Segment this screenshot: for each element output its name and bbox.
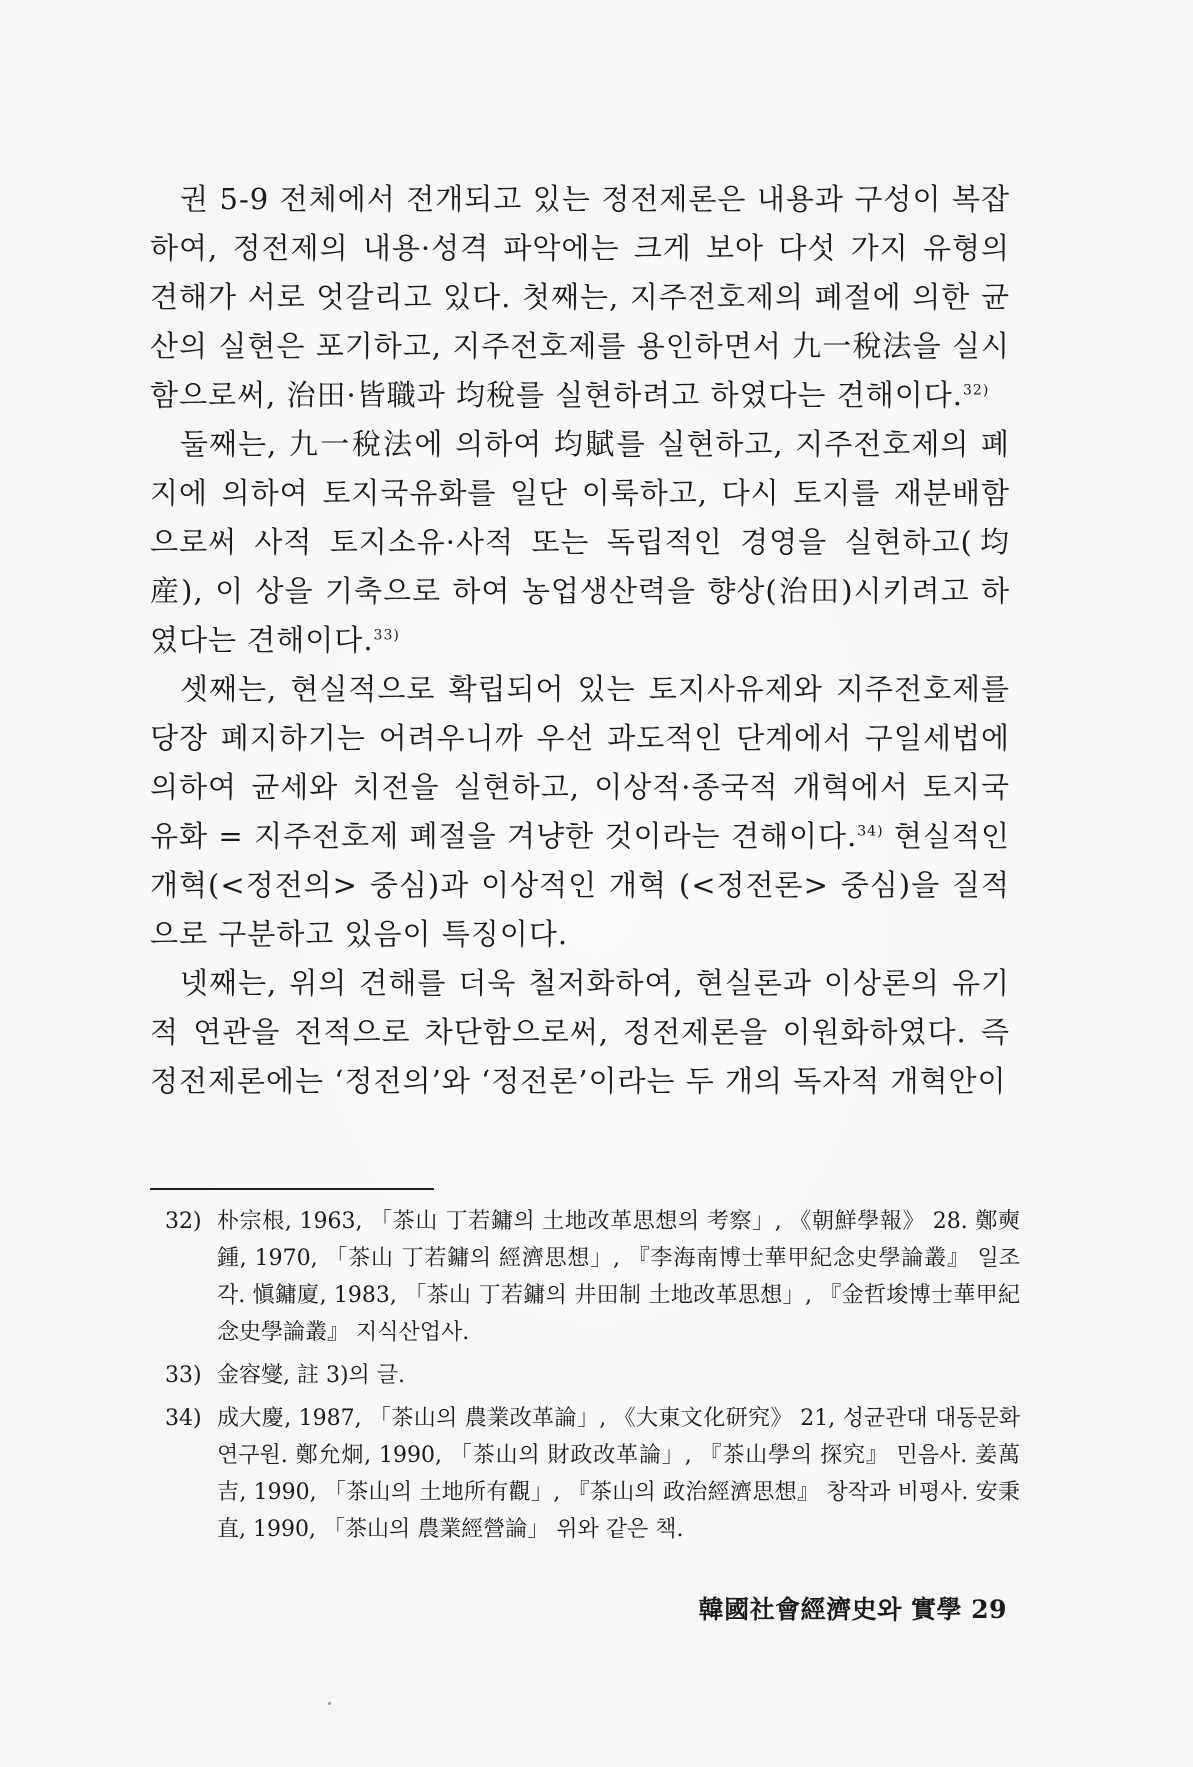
footnote-text: 朴宗根, 1963, 「茶山 丁若鏞의 土地改革思想의 考察」, 《朝鮮學報》 28. 鄭奭鍾, 1970, 「茶山 丁若鏞의 經濟思想」, 『李海南博士華甲紀念史學論叢』 일조각. 愼鏞廈, 1983, 「茶山 丁若鏞의 井田制 土地改革思想」, 『金哲埈博士華甲紀念史學論叢』 지식산업사. <box>217 1209 1020 1345</box>
paragraph-3 <box>150 665 1010 959</box>
footnotes <box>165 1203 1020 1554</box>
paragraph-text: 넷째는, 위의 견해를 더욱 철저화하여, 현실론과 이상론의 유기적 연관을 전적으로 차단함으로써, 정전제론을 이원화하였다. 즉 정전제론에는 ‘정전의’와 ‘정전론’이라는 두 개의 독자적 개혁안이 <box>150 966 1010 1098</box>
paragraph-text: 셋째는, 현실적으로 확립되어 있는 토지사유제와 지주전호제를 당장 폐지하기는 어려우니까 우선 과도적인 단계에서 구일세법에 의하여 균세와 치전을 실현하고, 이상적·종국적 개혁에서 토지국유화 = 지주전호제 폐절을 겨냥한 것이라는 견해이다. <box>150 672 1010 853</box>
footnote-number: 33) <box>165 1363 202 1388</box>
footnote-33 <box>165 1357 1020 1394</box>
footnote-34 <box>165 1400 1020 1548</box>
footnote-32 <box>165 1203 1020 1351</box>
running-footer <box>699 1590 1007 1626</box>
paragraph-text: 둘째는, 九一稅法에 의하여 均賦를 실현하고, 지주전호제의 폐지에 의하여 토지국유화를 일단 이룩하고, 다시 토지를 재분배함으로써 사적 토지소유·사적 또는 독립적인 경영을 실현하고(均産), 이 상을 기축으로 하여 농업생산력을 향상(治田)시키려고 하였다는 견해이다. <box>150 427 1010 657</box>
paragraph-2 <box>150 420 1010 665</box>
footnote-divider <box>150 1188 434 1190</box>
page-number: 29 <box>971 1595 1007 1624</box>
main-text <box>150 175 1010 1106</box>
paragraph-text: 권 5-9 전체에서 전개되고 있는 정전제론은 내용과 구성이 복잡하여, 정전제의 내용·성격 파악에는 크게 보아 다섯 가지 유형의 견해가 서로 엇갈리고 있다. 첫째는, 지주전호제의 폐절에 의한 균산의 실현은 포기하고, 지주전호제를 용인하면서 九一稅法을 실시함으로써, 治田·皆職과 均稅를 실현하려고 하였다는 견해이다. <box>150 182 1010 412</box>
footnote-text: 金容燮, 註 3)의 글. <box>217 1363 406 1388</box>
paragraph-1 <box>150 175 1010 420</box>
running-title: 韓國社會經濟史와 實學 <box>698 1595 962 1624</box>
footnote-text: 成大慶, 1987, 「茶山의 農業改革論」, 《大東文化研究》 21, 성균관대 대동문화연구원. 鄭允炯, 1990, 「茶山의 財政改革論」, 『茶山學의 探究』 민음사. 姜萬吉, 1990, 「茶山의 土地所有觀」, 『茶山의 政治經濟思想』 창작과 비평사. 安秉直, 1990, 「茶山의 農業經營論」 위와 같은 책. <box>217 1406 1020 1542</box>
paragraph-text-tail: 현실적인 개혁(<정전의> 중심)과 이상적인 개혁 (<정전론> 중심)을 질적으로 구분하고 있음이 특징이다. <box>150 819 1010 951</box>
scan-speck <box>328 1702 331 1705</box>
footnote-number: 32) <box>165 1209 202 1234</box>
footnote-ref: 32) <box>963 382 990 399</box>
paragraph-4 <box>150 959 1010 1106</box>
footnote-ref: 33) <box>373 627 400 644</box>
footnote-number: 34) <box>165 1406 202 1431</box>
footnote-ref: 34) <box>857 823 884 840</box>
